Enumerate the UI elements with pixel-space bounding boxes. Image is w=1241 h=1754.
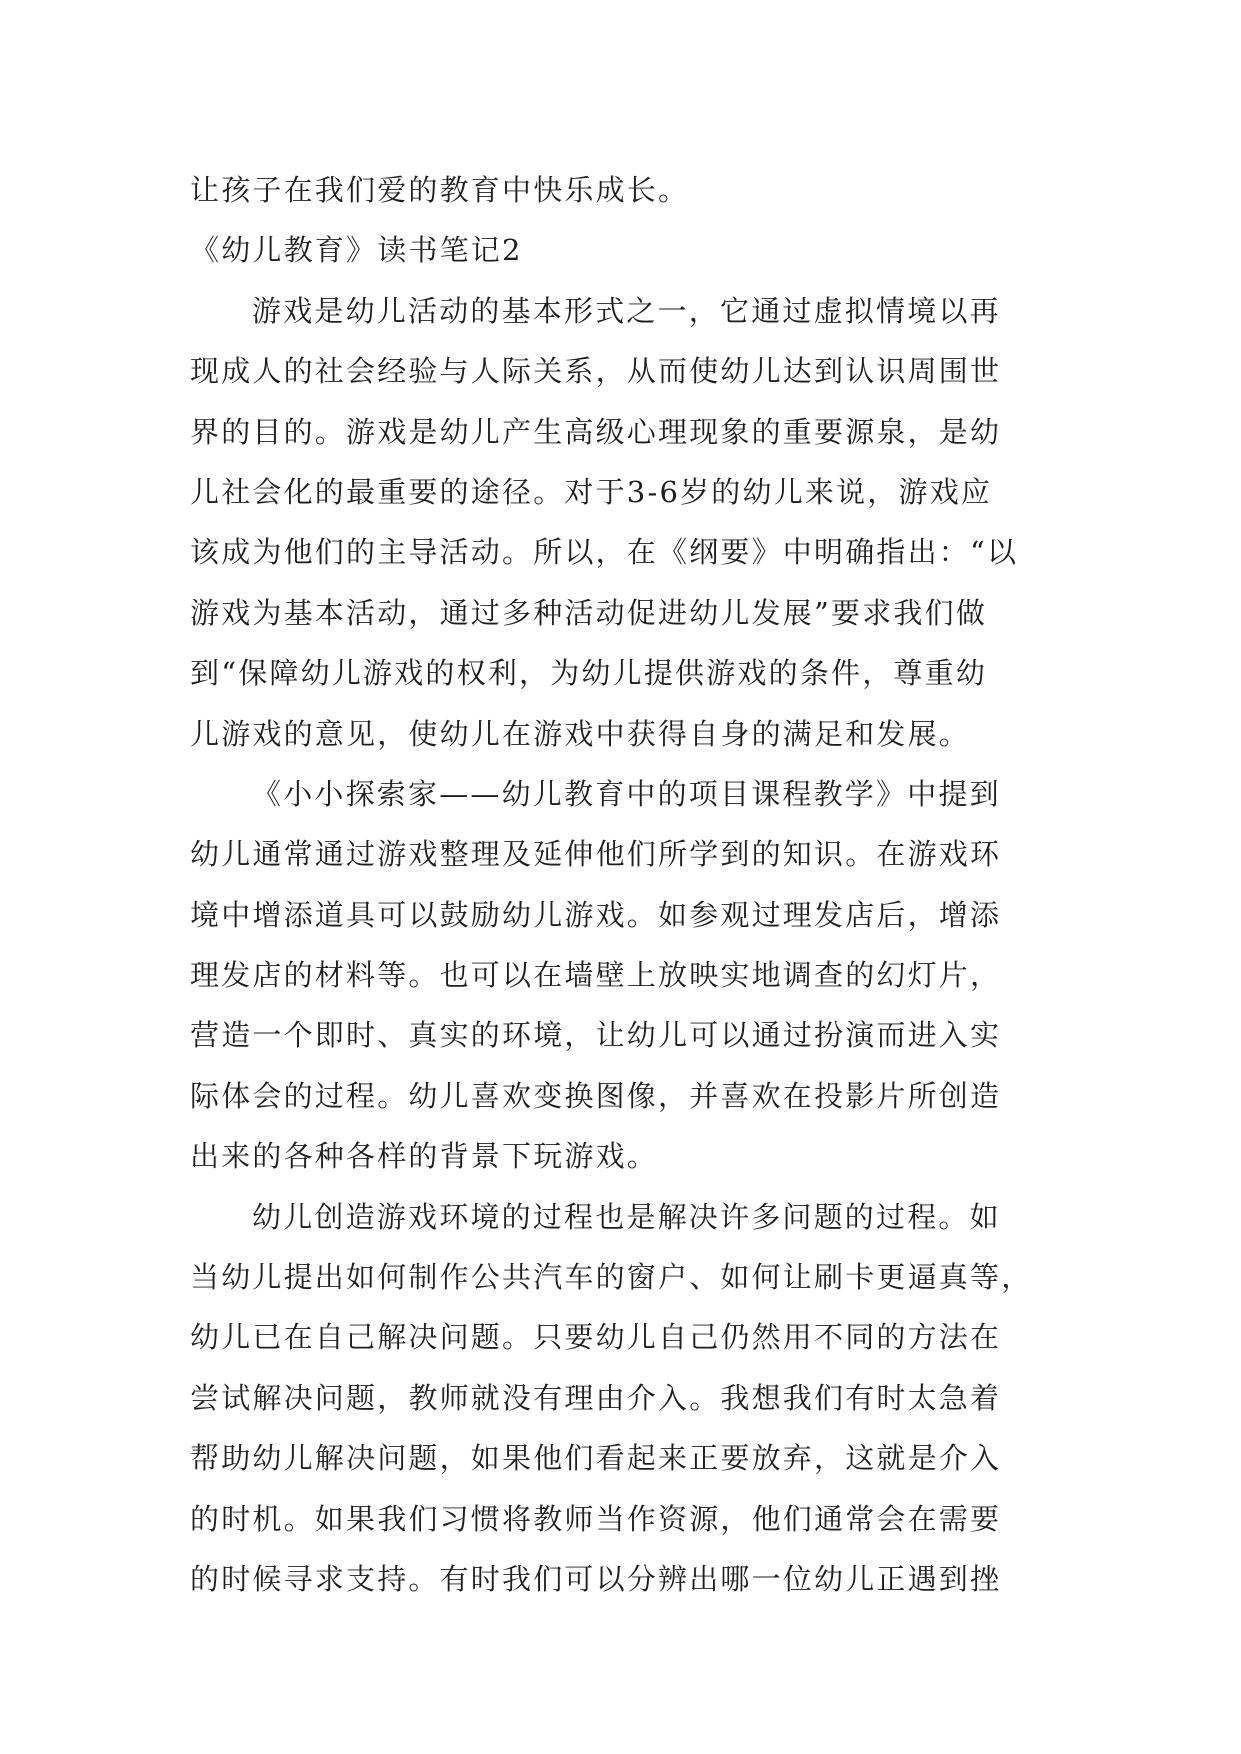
paragraph-2 (190, 764, 1050, 1187)
paragraph-line: 当幼儿提出如何制作公共汽车的窗户、如何让刷卡更逼真等， (190, 1260, 1033, 1295)
paragraph-line: 尝试解决问题，教师就没有理由介入。我想我们有时太急着 (190, 1380, 1002, 1415)
paragraph-line: 儿游戏的意见，使幼儿在游戏中获得自身的满足和发展。 (190, 716, 971, 751)
paragraph-line: 幼儿已在自己解决问题。只要幼儿自己仍然用不同的方法在 (190, 1320, 1002, 1355)
paragraph-line: 帮助幼儿解决问题，如果他们看起来正要放弃，这就是介入 (190, 1441, 1002, 1476)
document-body (190, 160, 1050, 1609)
paragraph-line: 界的目的。游戏是幼儿产生高级心理现象的重要源泉，是幼 (190, 414, 1002, 449)
paragraph-line: 该成为他们的主导活动。所以，在《纲要》中明确指出：“以 (190, 535, 1019, 570)
paragraph-line: 现成人的社会经验与人际关系，从而使幼儿达到认识周围世 (190, 354, 1002, 389)
paragraph-line: 儿社会化的最重要的途径。对于3-6岁的幼儿来说，游戏应 (190, 474, 993, 509)
paragraph-1 (190, 281, 1050, 764)
paragraph-line: 到“保障幼儿游戏的权利，为幼儿提供游戏的条件，尊重幼 (190, 656, 988, 691)
section-heading: 《幼儿教育》读书笔记2 (190, 233, 523, 268)
paragraph-3 (190, 1187, 1050, 1610)
paragraph-line: 境中增添道具可以鼓励幼儿游戏。如参观过理发店后，增添 (190, 897, 1002, 932)
paragraph-line: 的时机。如果我们习惯将教师当作资源，他们通常会在需要 (190, 1501, 1002, 1536)
paragraph-line: 幼儿通常通过游戏整理及延伸他们所学到的知识。在游戏环 (190, 837, 1002, 872)
paragraph-line: 营造一个即时、真实的环境，让幼儿可以通过扮演而进入实 (190, 1018, 1002, 1053)
paragraph-line: 游戏是幼儿活动的基本形式之一，它通过虚拟情境以再 (252, 293, 1001, 328)
paragraph-line: 《小小探索家——幼儿教育中的项目课程教学》中提到 (252, 776, 1001, 811)
paragraph-line: 幼儿创造游戏环境的过程也是解决许多问题的过程。如 (252, 1199, 1001, 1234)
paragraph-line: 的时候寻求支持。有时我们可以分辨出哪一位幼儿正遇到挫 (190, 1561, 1002, 1596)
paragraph-line: 际体会的过程。幼儿喜欢变换图像，并喜欢在投影片所创造 (190, 1078, 1002, 1113)
paragraph-tail-line: 让孩子在我们爱的教育中快乐成长。 (190, 173, 690, 207)
paragraph-line: 出来的各种各样的背景下玩游戏。 (190, 1139, 659, 1174)
paragraph-line: 游戏为基本活动，通过多种活动促进幼儿发展”要求我们做 (190, 595, 988, 630)
paragraph-line: 理发店的材料等。也可以在墙壁上放映实地调查的幻灯片， (190, 958, 1002, 993)
